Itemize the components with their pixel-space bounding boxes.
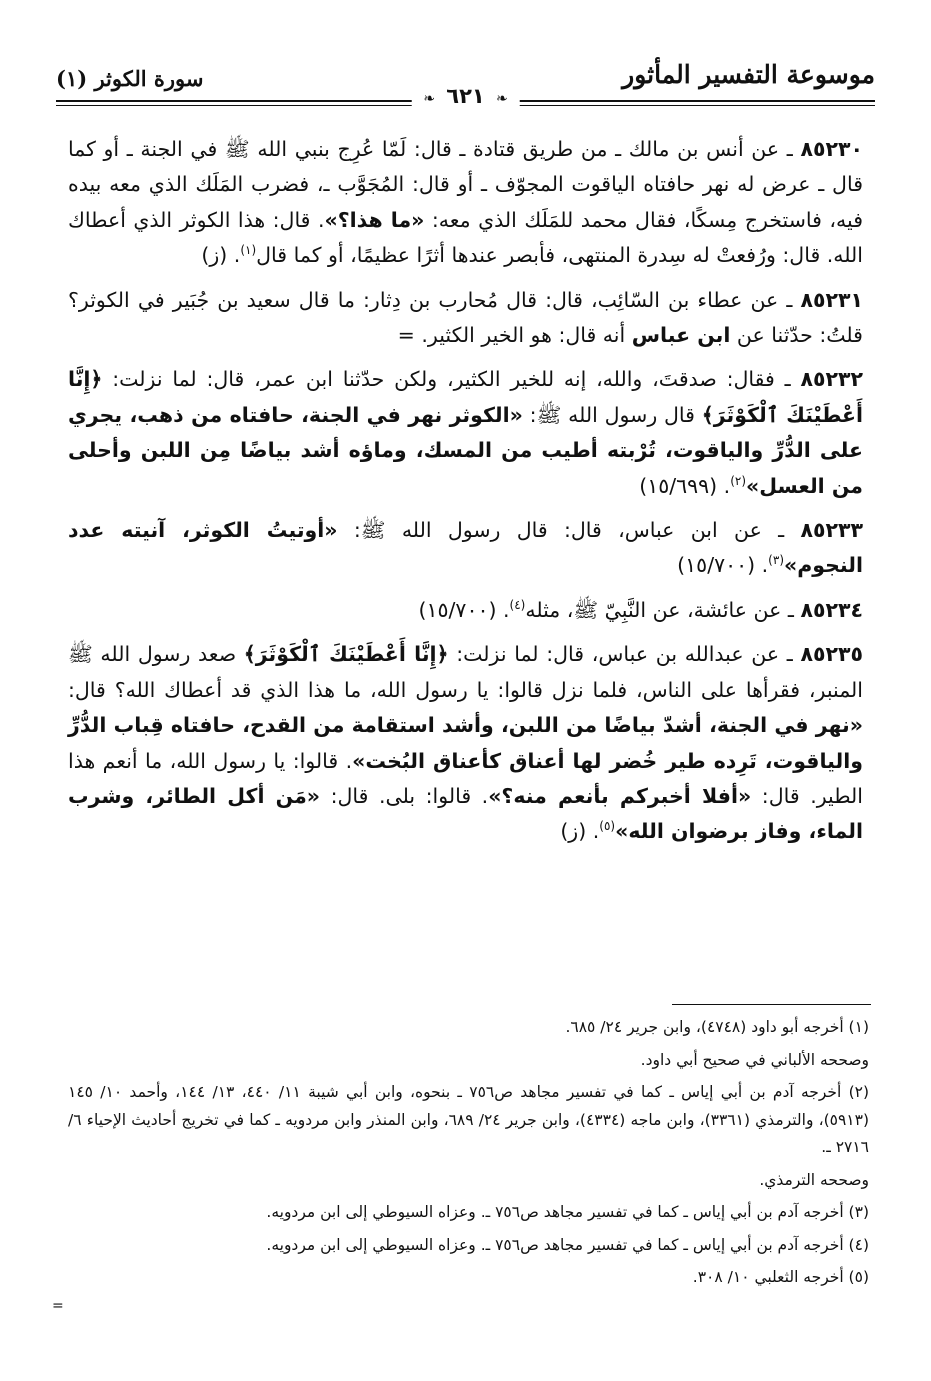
hadith-85230 [68, 132, 863, 274]
narrator-name: ابن عباس [631, 323, 731, 348]
quran-verse: ﴿إِنَّا أَعْطَيْنَكَ ٱلْكَوْثَرَ﴾ [243, 642, 449, 667]
footnote-separator [672, 1004, 871, 1005]
hadith-text: ـ عن عطاء بن السّائِب، قال: قال مُحارب بن دِثار: ما قال سعيد بن جُبَير في الكوثر؟ قلتُ: حدّثنا عن [68, 287, 863, 348]
hadith-text: ـ عن عبدالله بن عباس، قال: لما نزلت: [448, 642, 801, 667]
hadith-text: ـ عن ابن عباس، قال: قال رسول الله ﷺ: [337, 518, 801, 543]
hadith-text: أنه قال: هو الخير الكثير. = [397, 323, 632, 348]
footnote-3: (٣) أخرجه آدم بن أبي إياس ـ كما في تفسير مجاهد ص٧٥٦ ـ. وعزاه السيوطي إلى ابن مردويه. [266, 1203, 869, 1221]
hadith-85234 [68, 593, 863, 628]
hadith-number: ٨٥٢٣١ [800, 287, 863, 312]
hadith-text: ـ عن عائشة، عن النَّبِيّ ﷺ، مثله [525, 597, 801, 622]
surah-label: سورة الكوثر (١) [56, 66, 204, 91]
prophet-quote: «الكوثر نهر في الجنة، حافتاه من ذهب، يجري على الدُّرِّ والياقوت، تُرْبته أطيب من المسك، وماؤه أشد بياضًا مِن اللبن وأحلى من العسل» [68, 402, 863, 498]
footnote-4: (٤) أخرجه آدم بن أبي إياس ـ كما في تفسير مجاهد ص٧٥٦ ـ. وعزاه السيوطي إلى ابن مردويه. [266, 1235, 869, 1254]
hadith-number: ٨٥٢٣٤ [800, 597, 863, 622]
volume-reference: . (١٥/٦٩٩) [639, 473, 731, 498]
footnote-1-note: وصححه الألباني في صحيح أبي داود. [640, 1050, 869, 1069]
hadith-number: ٨٥٢٣٣ [800, 518, 864, 543]
hadith-number: ٨٥٢٣٥ [800, 642, 864, 667]
hadith-text: ـ عن أنس بن مالك ـ من طريق قتادة ـ قال: لَمّا عُرِج بنبي الله ﷺ في الجنة ـ أو كما قال ـ عرض له نهر حافتاه الياقوت المجوّف ـ أو قال: المُجَوَّب ـ، فضرب المَلَك الذي معه بيده فيه، فاستخرج مِسكًا، فقال محمد للمَلَك الذي معه: [68, 137, 863, 232]
prophet-quote: «أفلا أخبركم بأنعم منه؟» [488, 783, 752, 808]
page-number-box [411, 84, 520, 108]
hadith-number: ٨٥٢٣٢ [800, 367, 863, 392]
hadith-text: . قال: هذا الكوثر الذي أعطاك الله. قال: ورُفعتْ له سِدرة المنتهى، فأبصر عندها أثرًا عظيمًا، أو كما قال [68, 207, 863, 268]
hadith-text: ـ فقال: صدقتَ، والله، إنه للخير الكثير، ولكن حدّثنا ابن عمر، قال: لما نزلت: [102, 367, 801, 392]
hadith-text: . (ز) [201, 243, 241, 268]
prophet-quote: «أوتيتُ الكوثر، آنيته عدد النجوم» [68, 518, 863, 578]
hadith-text: . قالوا: بلى. قال: [320, 783, 489, 808]
quran-verse: ﴿إِنَّا أَعْطَيْنَكَ ٱلْكَوْثَرَ﴾ [68, 367, 863, 427]
prophet-quote: «ما هذا؟» [324, 207, 425, 232]
ornament-left: ❧ [423, 91, 435, 107]
footnote-marker[interactable]: (٤) [509, 598, 526, 613]
prophet-quote: «نهر في الجنة، أشدّ بياضًا من اللبن، وأشد استقامة من القدح، حافتاه قِباب الدُّرِّ والياقوت، تَرِده طير خُضر لها أعناق كأعناق البُخت» [68, 713, 863, 773]
ornament-right: ❧ [496, 91, 508, 107]
footnote-marker[interactable]: (٢) [730, 473, 747, 488]
footnotes [68, 1014, 869, 1297]
footnote-marker[interactable]: (٥) [599, 819, 616, 834]
footnote-1: (١) أخرجه أبو داود (٤٧٤٨)، وابن جرير ٢٤/ ٦٨٥. [565, 1018, 869, 1036]
footnote-marker[interactable]: (١) [240, 243, 257, 258]
footnote-2: (٢) أخرجه آدم بن أبي إياس ـ كما في تفسير مجاهد ص٧٥٦ ـ بنحوه، وابن أبي شيبة ١١/ ٤٤٠، ١٣/ ١٤٤، وأحمد ١٠/ ١٤٥ (٥٩١٣)، والترمذي (٣٣٦١)، وابن ماجه (٤٣٣٤)، وابن جرير ٢٤/ ٦٨٩، وابن المنذر وابن مردويه ـ كما في تخريج أحاديث الإحياء ٦/ ٢٧١٦ ـ. [68, 1083, 870, 1156]
hadith-text: قال رسول الله ﷺ: [522, 402, 702, 427]
hadith-85231 [68, 283, 863, 354]
hadith-85233 [68, 513, 863, 584]
hadith-85235 [68, 637, 863, 849]
footnote-marker[interactable]: (٣) [768, 553, 784, 568]
hadith-text: صعد رسول الله ﷺ المنبر، فقرأها على الناس، فلما نزل قالوا: يا رسول الله، ما هذا الذي قد أعطاك الله؟ قال: [68, 642, 863, 702]
footnote-2-note: وصححه الترمذي. [759, 1170, 869, 1189]
page-number: ٦٢١ [446, 84, 485, 108]
book-title: موسوعة التفسير المأثور [622, 60, 875, 89]
volume-reference: . (١٥/٧٠٠) [677, 553, 769, 578]
continuation-mark: = [52, 1298, 64, 1314]
prophet-quote: «مَن أكل الطائر، وشرب الماء، وفاز برضوان الله» [68, 783, 863, 844]
footnote-5: (٥) أخرجه الثعلبي ١٠/ ٣٠٨. [692, 1268, 869, 1286]
hadith-text: . قالوا: يا رسول الله، ما أنعم هذا الطير. قال: [68, 748, 863, 808]
volume-reference: . (١٥/٧٠٠) [418, 597, 510, 622]
hadith-text: . (ز) [560, 819, 600, 844]
page-header [56, 60, 875, 120]
hadith-number: ٨٥٢٣٠ [800, 137, 863, 161]
main-text [68, 132, 863, 859]
hadith-85232 [68, 362, 863, 504]
